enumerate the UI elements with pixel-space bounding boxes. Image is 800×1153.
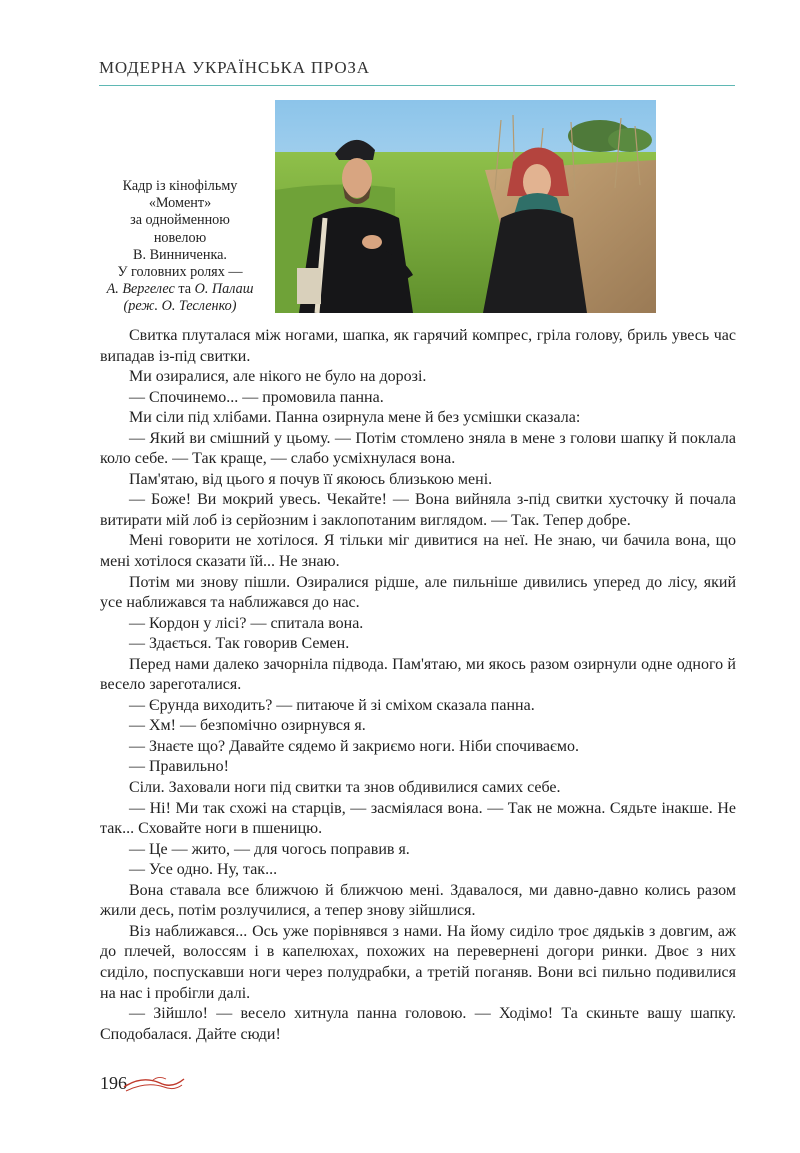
header-rule (99, 85, 735, 86)
paragraph: Свитка плуталася між ногами, шапка, як гарячий компрес, гріла голову, бриль увесь час випадав із-під свитки. (100, 327, 736, 365)
paragraph: — Правильно! (129, 758, 229, 776)
caption-line: У головних ролях — (117, 264, 243, 281)
paragraph: — Усе одно. Ну, так... (129, 861, 278, 879)
paragraph: Мені говорити не хотілося. Я тільки міг дивитися на неї. Не знаю, чи бачила вона, що мені хотілося сказати їй... Не знаю. (100, 532, 736, 571)
paragraph: — Це — жито, — для чогось поправив я. (129, 840, 410, 858)
paragraph: — Боже! Ви мокрий увесь. Чекайте! — Вона вийняла з-під свитки хусточку й почала витирати мій лоб із серйозним і заклопотаним виглядом. — Так. Тепер добре. (100, 491, 736, 529)
paragraph: Перед нами далеко зачорніла підвода. Пам'ятаю, ми якось разом озирнули одне одного й весело зареготалися. (100, 655, 736, 694)
paragraph: Сіли. Заховали ноги під свитки та знов обдивилися самих себе. (129, 779, 561, 797)
paragraph: Вона ставала все ближчою й ближчою мені. Здавалося, ми давно-давно колись разом жили десь, потім розлучилися, а тепер знову зійшлися. (100, 881, 736, 920)
caption-director: (реж. О. Тесленко) (123, 298, 237, 315)
page-number: 196 (100, 1073, 127, 1093)
caption-line: за однойменною (130, 212, 230, 229)
page-number-flourish-icon (122, 1071, 186, 1095)
paragraph: — Знаєте що? Давайте сядемо й закриємо ноги. Ніби спочиваємо. (129, 737, 580, 755)
caption-actor: О. Палаш (194, 281, 254, 298)
running-header: МОДЕРНА УКРАЇНСЬКА ПРОЗА (99, 58, 370, 77)
paragraph: Потім ми знову пішли. Озиралися рідше, але пильніше дивились уперед до лісу, який усе наближався та наближався до нас. (100, 573, 736, 612)
paragraph: — Єрунда виходить? — питаюче й зі сміхом сказала панна. (129, 696, 535, 714)
caption-line: новелою (153, 229, 207, 246)
caption-actors (96, 281, 264, 298)
paragraph: — Ні! Ми так схожі на старців, — засміялася вона. — Так не можна. Сядьте інакше. Не так... Сховайте ноги в пшеницю. (100, 799, 736, 838)
caption-line: В. Винниченка. (133, 246, 227, 263)
paragraph: — Хм! — безпомічно озирнувся я. (129, 717, 366, 735)
paragraph: Ми сіли під хлібами. Панна озирнула мене й без усмішки сказала: (129, 409, 581, 427)
caption-actor: А. Вергелес (106, 281, 175, 298)
paragraph: Ми озиралися, але нікого не було на дорозі. (129, 368, 427, 386)
film-still-photo (275, 100, 656, 313)
paragraph: — Здається. Так говорив Семен. (129, 635, 350, 653)
paragraph: — Зійшло! — весело хитнула панна головою. — Ходімо! Та скиньте вашу шапку. Сподобалася. Дайте сюди! (100, 1005, 736, 1043)
paragraph: Пам'ятаю, від цього я почув її якоюсь близькою мені. (129, 470, 493, 488)
caption-line: «Момент» (148, 195, 212, 212)
story-text (100, 326, 736, 1045)
paragraph: — Кордон у лісі? — спитала вона. (129, 614, 364, 632)
photo-caption (96, 178, 264, 316)
paragraph: Віз наближався... Ось уже порівнявся з нами. На йому сиділо троє дядьків з довгим, аж до плечей, волоссям і в капелюхах, похожих на перевернені догори ринки. Двоє з них сиділо, поспускавши ноги через полудрабки, а третій поганяв. Вони всі пильно подивилися на нас і пробігли далі. (100, 922, 736, 1002)
caption-line: Кадр із кінофільму (122, 178, 238, 194)
caption-and: та (174, 281, 195, 298)
paragraph: — Спочинемо... — промовила панна. (129, 388, 384, 406)
paragraph: — Який ви смішний у цьому. — Потім стомлено зняла в мене з голови шапку й поклала коло себе. — Так краще, — слабо усміхнулася вона. (100, 429, 736, 468)
